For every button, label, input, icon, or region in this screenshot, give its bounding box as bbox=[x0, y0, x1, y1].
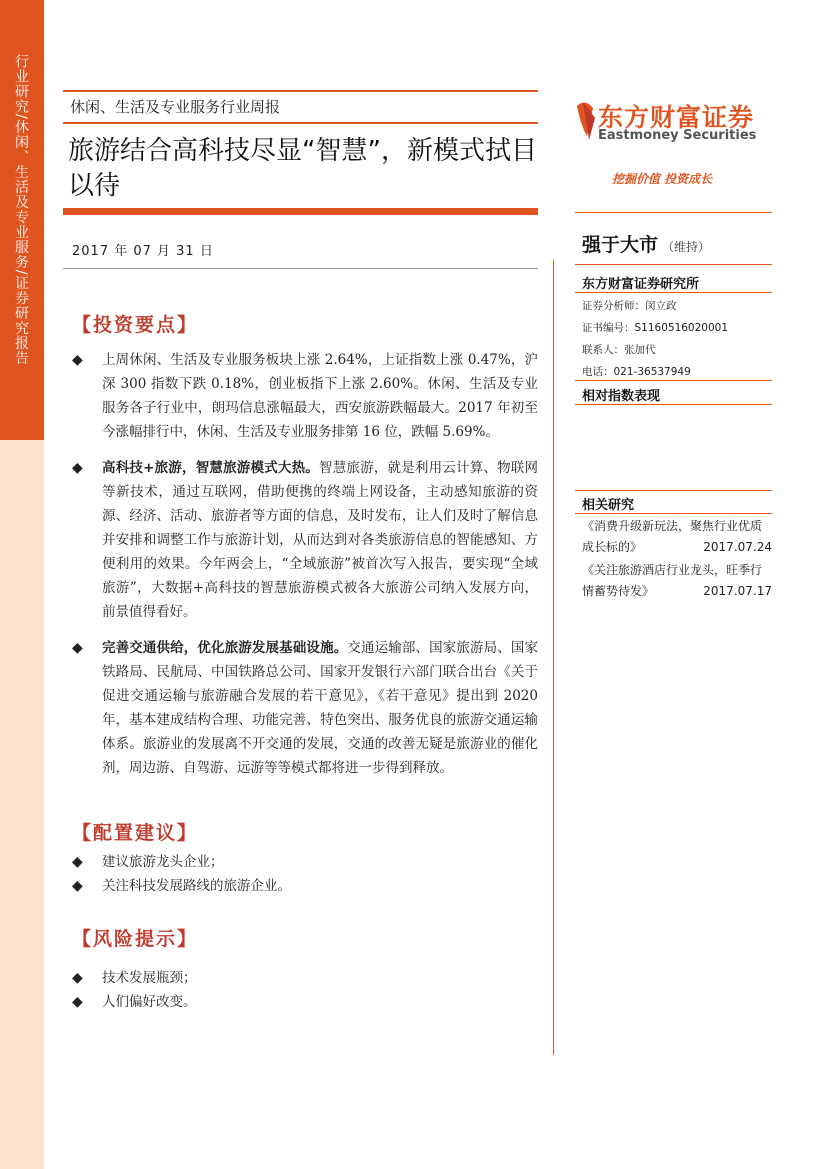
title-underline bbox=[63, 208, 538, 215]
related-item-title[interactable]: 《关注旅游酒店行业龙头，旺季行情蓄势待发》 bbox=[582, 563, 763, 598]
bullet-text: 关注科技发展路线的旅游企业。 bbox=[102, 878, 291, 894]
left-sidebar bbox=[0, 0, 44, 1169]
diamond-bullet-icon: ◆ bbox=[72, 640, 83, 656]
rating-sub: （维持） bbox=[662, 240, 711, 254]
bullet-text: 技术发展瓶颈； bbox=[102, 970, 197, 986]
list-item bbox=[72, 636, 538, 780]
brand-name-en: Eastmoney Securities bbox=[598, 128, 757, 143]
analyst: 证券分析师：闵立政 bbox=[582, 300, 677, 312]
section-title-risk: 【风险提示】 bbox=[72, 928, 199, 950]
related-item-date: 2017.07.17 bbox=[703, 584, 772, 598]
right-panel-rule bbox=[575, 212, 772, 213]
bullet-lead: 完善交通供给，优化旅游发展基础设施。 bbox=[102, 640, 348, 656]
diamond-bullet-icon: ◆ bbox=[72, 352, 83, 368]
invest-list bbox=[72, 348, 538, 780]
config-list bbox=[72, 850, 538, 898]
header-top-rule bbox=[63, 90, 538, 92]
right-panel-rule bbox=[575, 264, 772, 265]
bullet-lead: 高科技+旅游，智慧旅游模式大热。 bbox=[102, 460, 320, 476]
relative-index-title: 相对指数表现 bbox=[582, 389, 661, 404]
section-title-config: 【配置建议】 bbox=[72, 822, 199, 844]
institute-name: 东方财富证券研究所 bbox=[582, 277, 700, 292]
phone-number: 电话：021-36537949 bbox=[582, 366, 691, 378]
right-panel-rule bbox=[575, 490, 772, 491]
right-panel-rule bbox=[575, 513, 772, 514]
sidebar-vertical-label: 行业研究/休闲、生活及专业服务/证券研究报告 bbox=[13, 54, 29, 366]
contact-person: 联系人：张加代 bbox=[582, 344, 656, 356]
diamond-bullet-icon: ◆ bbox=[72, 878, 83, 894]
list-item bbox=[72, 348, 538, 444]
cert-number: 证书编号：S1160516020001 bbox=[582, 322, 729, 334]
related-item[interactable] bbox=[582, 516, 772, 558]
section-title-invest: 【投资要点】 bbox=[72, 314, 199, 336]
related-item[interactable] bbox=[582, 560, 772, 602]
diamond-bullet-icon: ◆ bbox=[72, 970, 83, 986]
report-title: 旅游结合高科技尽显“智慧”，新模式拭目以待 bbox=[68, 136, 537, 201]
related-research-title: 相关研究 bbox=[582, 498, 635, 513]
list-item bbox=[72, 990, 538, 1014]
report-category: 休闲、生活及专业服务行业周报 bbox=[70, 98, 281, 116]
bullet-text: 智慧旅游，就是利用云计算、物联网等新技术，通过互联网，借助便携的终端上网设备，主动感知旅游的资源、经济、活动、旅游者等方面的信息，及时发布，让人们及时了解信息并安排和调整工作与旅游计划，从而达到对各类旅游信息的智能感知、方便利用的效果。今年两会上，“全域旅游”被首次写入报告，要实现“全域旅游”，大数据+高科技的智慧旅游模式被各大旅游公司纳入发展方向，前景值得看好。 bbox=[102, 460, 539, 620]
bullet-text: 上周休闲、生活及专业服务板块上涨 2.64%，上证指数上涨 0.47%，沪深 300 指数下跌 0.18%，创业板指下上涨 2.60%。休闲、生活及专业服务各子行业中，朗玛信息涨幅最大，西安旅游跌幅最大。2017 年初至今涨幅排行中，休闲、生活及专业服务排第 16 位，跌幅 5.69%。 bbox=[102, 352, 538, 440]
brand-name-cn: 东方财富证券 bbox=[598, 103, 755, 132]
date-divider bbox=[63, 268, 538, 269]
list-item bbox=[72, 874, 538, 898]
brand-slogan: 挖掘价值 投资成长 bbox=[612, 172, 713, 186]
header-category-rule bbox=[63, 122, 538, 124]
column-divider bbox=[553, 260, 554, 1055]
diamond-bullet-icon: ◆ bbox=[72, 460, 83, 476]
rating-badge bbox=[582, 230, 710, 257]
rating-label: 强于大市 bbox=[582, 234, 659, 256]
sidebar-light-band bbox=[0, 440, 44, 1169]
list-item bbox=[72, 456, 538, 624]
right-panel-rule bbox=[575, 380, 772, 381]
risk-list bbox=[72, 966, 538, 1014]
diamond-bullet-icon: ◆ bbox=[72, 994, 83, 1010]
list-item bbox=[72, 966, 538, 990]
related-item-title[interactable]: 《消费升级新玩法，聚焦行业优质成长标的》 bbox=[582, 519, 763, 554]
bullet-text: 人们偏好改变。 bbox=[102, 994, 197, 1010]
diamond-bullet-icon: ◆ bbox=[72, 854, 83, 870]
right-panel-rule bbox=[575, 404, 772, 405]
list-item bbox=[72, 850, 538, 874]
bullet-text: 交通运输部、国家旅游局、国家铁路局、民航局、中国铁路总公司、国家开发银行六部门联合出台《关于促进交通运输与旅游融合发展的若干意见》，《若干意见》提出到 2020 年，基本建成结构合理、功能完善、特色突出、服务优良的旅游交通运输体系。旅游业的发展离不开交通的发展，交通的改善无疑是旅游业的催化剂，周边游、自驾游、远游等等模式都将进一步得到释放。 bbox=[102, 640, 539, 776]
related-item-date: 2017.07.24 bbox=[703, 540, 772, 554]
bullet-text: 建议旅游龙头企业； bbox=[102, 854, 224, 870]
right-panel-rule bbox=[575, 292, 772, 293]
report-date: 2017 年 07 月 31 日 bbox=[72, 244, 214, 259]
